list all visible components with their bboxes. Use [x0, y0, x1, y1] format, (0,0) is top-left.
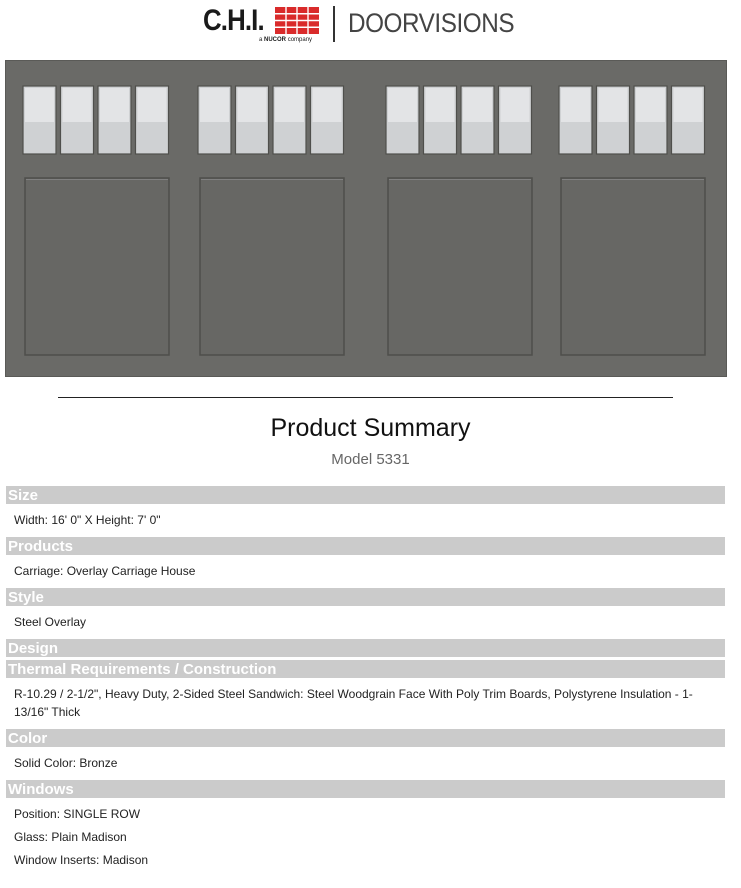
window-glare: [674, 88, 703, 122]
raised-panel: [25, 178, 169, 355]
raised-panel: [388, 178, 532, 355]
section-line: Position: SINGLE ROW: [14, 807, 141, 821]
window-glare: [561, 88, 590, 122]
section-line: Glass: Plain Madison: [14, 830, 127, 844]
window-glare: [200, 88, 229, 122]
garage-door-image: [5, 60, 727, 377]
window-glare: [100, 88, 129, 122]
summary-sections: [6, 486, 725, 877]
window-glare: [501, 88, 530, 122]
window-glare: [25, 88, 54, 122]
window-glare: [599, 88, 628, 122]
chi-logo-tagline: a NUCOR company: [259, 37, 313, 43]
doorvisions-logo[interactable]: DOORVISIONS: [348, 8, 515, 38]
window-glare: [238, 88, 267, 122]
section-body: [6, 798, 725, 877]
section-line: R-10.29 / 2-1/2", Heavy Duty, 2-Sided Steel Sandwich: Steel Woodgrain Face With Poly Trim Boards, Polystyrene Insulation - 1-13/16" Thick: [14, 687, 693, 719]
section-line: Carriage: Overlay Carriage House: [14, 564, 196, 578]
window-glare: [426, 88, 455, 122]
model-number: Model 5331: [331, 451, 410, 468]
section-heading: Style: [6, 588, 725, 606]
chi-logo[interactable]: [203, 6, 321, 46]
chi-logo-text: C.H.I.: [203, 4, 264, 37]
window-glare: [138, 88, 167, 122]
section-heading: Windows: [6, 780, 725, 798]
section-heading: Thermal Requirements / Construction: [6, 660, 725, 678]
window-glare: [463, 88, 492, 122]
section-line: Steel Overlay: [14, 615, 87, 629]
section-line: Window Inserts: Madison: [14, 853, 149, 867]
header: [0, 0, 741, 52]
raised-panel: [561, 178, 705, 355]
section-body: [6, 555, 725, 588]
section-heading: Products: [6, 537, 725, 555]
section-body: [6, 747, 725, 780]
section-body: [6, 606, 725, 639]
raised-panel: [200, 178, 344, 355]
section-line: Solid Color: Bronze: [14, 756, 118, 770]
section-heading: Design: [6, 639, 725, 657]
divider-rule: [58, 397, 673, 398]
window-glare: [313, 88, 342, 122]
window-glare: [636, 88, 665, 122]
logo-divider: [333, 6, 335, 42]
section-heading: Color: [6, 729, 725, 747]
section-body: [6, 504, 725, 537]
page-title: Product Summary: [270, 414, 471, 442]
window-glare: [275, 88, 304, 122]
section-body: [6, 678, 725, 729]
section-heading: Size: [6, 486, 725, 504]
window-glare: [63, 88, 92, 122]
window-glare: [388, 88, 417, 122]
section-line: Width: 16' 0" X Height: 7' 0": [14, 513, 161, 527]
chi-grid-icon: [275, 7, 319, 34]
garage-door-graphic: [6, 61, 726, 376]
